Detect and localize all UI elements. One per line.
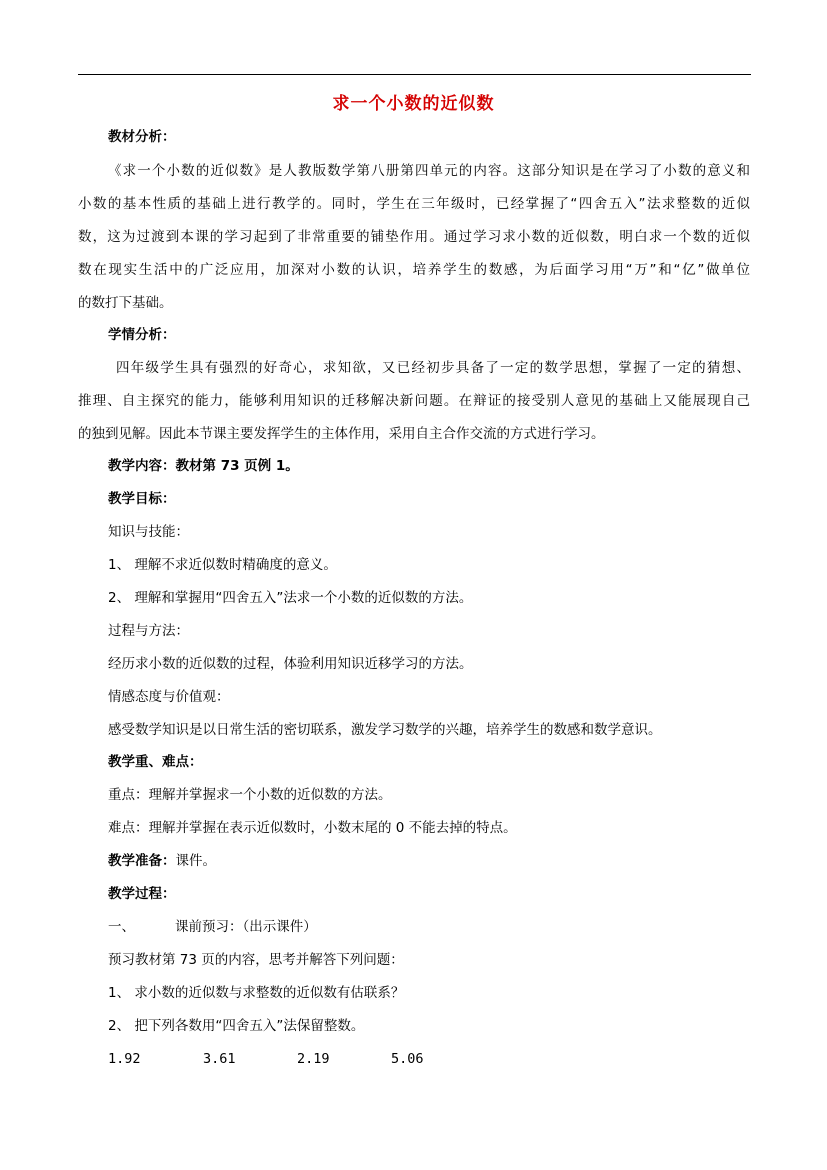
textbook-analysis-line-3: 数，这为过渡到本课的学习起到了非常重要的铺垫作用。通过学习求小数的近似数，明白求一个数的近似: [78, 229, 750, 245]
preparation-heading: 教学准备：: [108, 853, 176, 869]
preparation-line: [108, 851, 216, 871]
number-3: 2.19: [297, 1051, 330, 1067]
process-step-1: [108, 917, 317, 937]
question-2: 2、 把下列各数用“四舍五入”法保留整数。: [108, 1018, 365, 1034]
knowledge-skills-heading: 知识与技能：: [108, 524, 189, 540]
textbook-analysis-heading: 教材分析：: [108, 129, 176, 145]
question-1: 1、 求小数的近似数与求整数的近似数有估联系？: [108, 985, 405, 1001]
student-analysis-line-3: 的独到见解。因此本节课主要发挥学生的主体作用，采用自主合作交流的方式进行学习。: [78, 426, 605, 442]
textbook-analysis-line-2: 小数的基本性质的基础上进行教学的。同时，学生在三年级时，已经掌握了“四舍五入”法求整数的近似: [78, 196, 750, 212]
teaching-content: 教学内容：教材第 73 页例 1。: [108, 458, 299, 474]
step-1-text: 课前预习：（出示课件）: [175, 919, 317, 935]
process-method-heading: 过程与方法：: [108, 623, 189, 639]
knowledge-item-2: 2、 理解和掌握用“四舍五入”法求一个小数的近似数的方法。: [108, 590, 473, 606]
number-1: 1.92: [108, 1051, 141, 1067]
number-4: 5.06: [391, 1051, 424, 1067]
process-heading: 教学过程：: [108, 886, 176, 902]
emotion-values-text: 感受数学知识是以日常生活的密切联系，激发学习数学的兴趣，培养学生的数感和数学意识。: [108, 722, 662, 738]
key-point: 重点：理解并掌握求一个小数的近似数的方法。: [108, 787, 392, 803]
step-1-number: 一、: [108, 919, 135, 935]
student-analysis-heading: 学情分析：: [108, 327, 176, 343]
textbook-analysis-line-5: 的数打下基础。: [78, 295, 173, 311]
preview-text: 预习教材第 73 页的内容，思考并解答下列问题：: [108, 952, 404, 968]
difficult-point: 难点：理解并掌握在表示近似数时，小数末尾的 0 不能去掉的特点。: [108, 820, 517, 836]
objectives-heading: 教学目标：: [108, 491, 176, 507]
process-method-text: 经历求小数的近似数的过程，体验利用知识近移学习的方法。: [108, 656, 473, 672]
student-analysis-line-2: 推理、自主探究的能力，能够利用知识的迁移解决新问题。在辩证的接受别人意见的基础上又能展现自己: [78, 393, 750, 409]
emotion-values-heading: 情感态度与价值观：: [108, 689, 230, 705]
top-divider: [78, 74, 751, 75]
student-analysis-line-1: 四年级学生具有强烈的好奇心，求知欲，又已经初步具备了一定的数学思想，掌握了一定的猜想、: [116, 360, 750, 376]
page-title: 求一个小数的近似数: [332, 94, 495, 114]
textbook-analysis-line-4: 数在现实生活中的广泛应用，加深对小数的认识，培养学生的数感，为后面学习用“万”和“亿”做单位: [78, 262, 750, 278]
preparation-text: 课件。: [175, 853, 216, 869]
textbook-analysis-line-1: 《求一个小数的近似数》是人教版数学第八册第四单元的内容。这部分知识是在学习了小数的意义和: [108, 163, 750, 179]
knowledge-item-1: 1、 理解不求近似数时精确度的意义。: [108, 557, 337, 573]
number-2: 3.61: [203, 1051, 236, 1067]
key-points-heading: 教学重、难点：: [108, 754, 203, 770]
